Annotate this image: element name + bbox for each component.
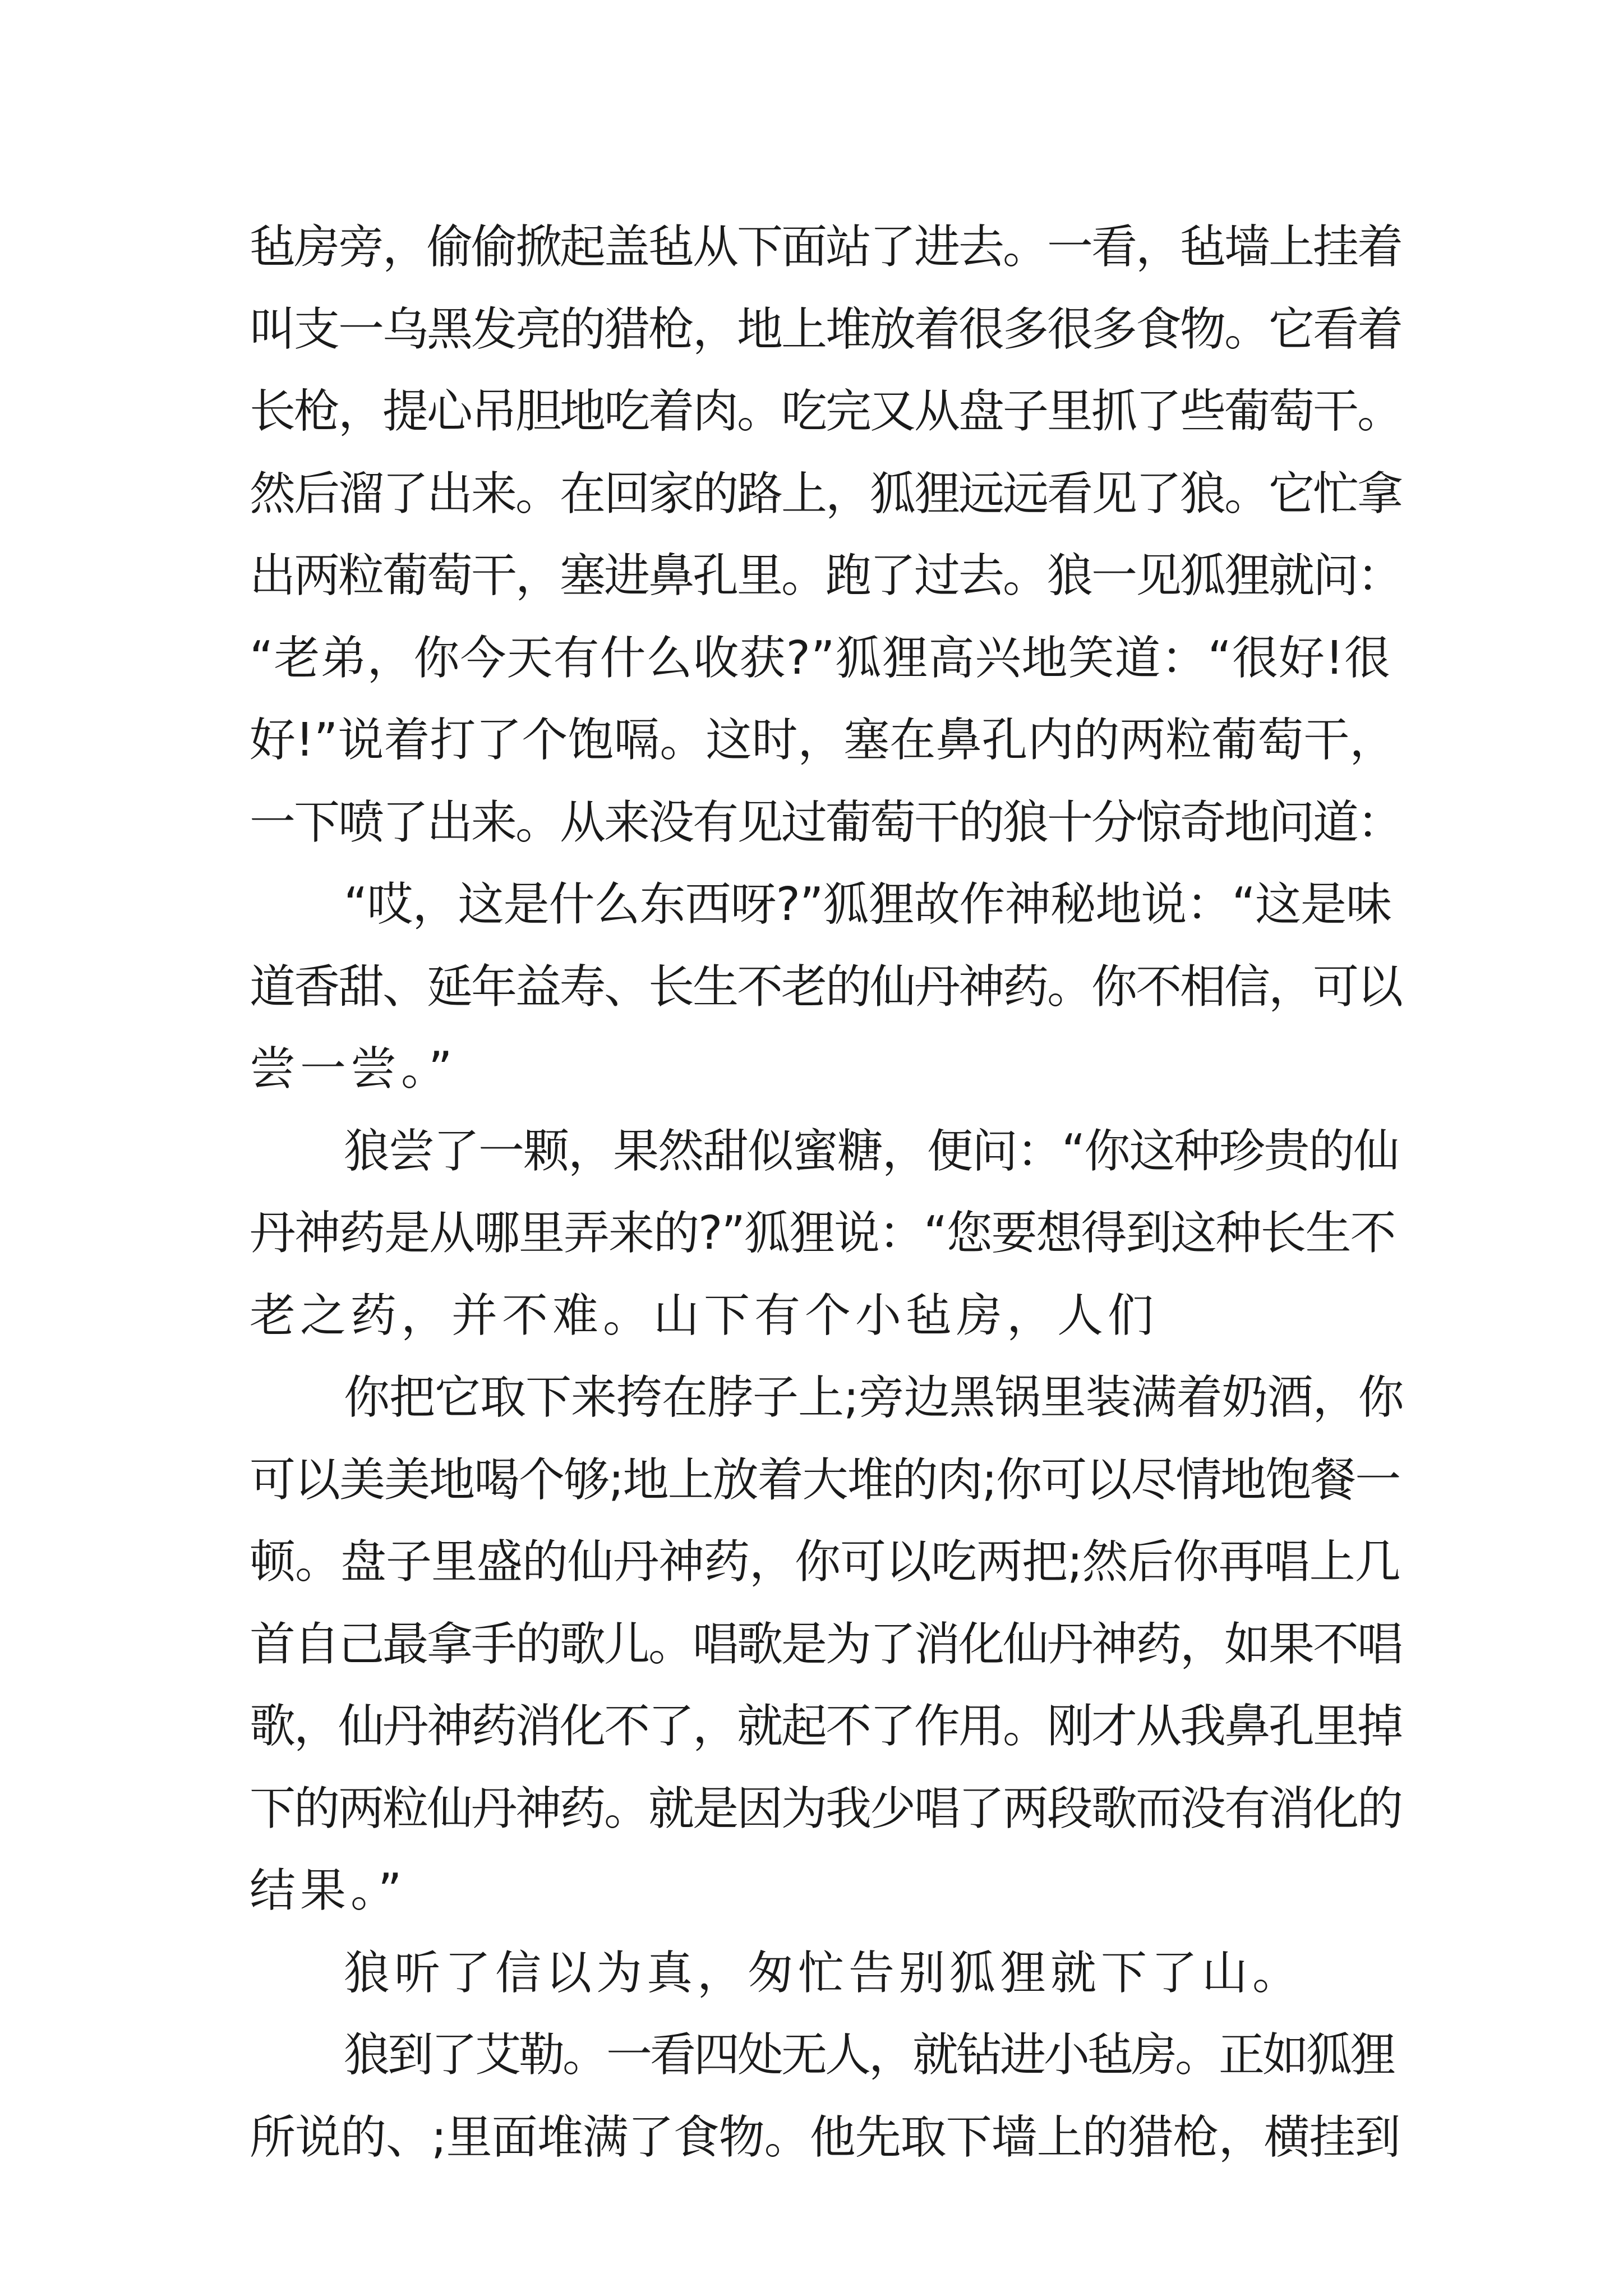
text-line: 首自己最拿手的歌儿。唱歌是为了消化仙丹神药，如果不唱 — [250, 1617, 1402, 1671]
text-line: 出两粒葡萄干，塞进鼻孔里。跑了过去。狼一见狐狸就问： — [250, 549, 1402, 602]
text-line: 好!”说着打了个饱嗝。这时，塞在鼻孔内的两粒葡萄干， — [250, 714, 1396, 767]
text-line: 狼尝了一颗，果然甜似蜜糖，便问：“你这种珍贵的仙 — [344, 1124, 1399, 1178]
body-text — [250, 206, 1405, 2179]
text-line: 所说的、;里面堆满了食物。他先取下墙上的猎枪，横挂到 — [250, 2110, 1400, 2164]
text-line: 顿。盘子里盛的仙丹神药，你可以吃两把;然后你再唱上几 — [250, 1535, 1400, 1589]
text-line: 丹神药是从哪里弄来的?”狐狸说：“您要想得到这种长生不 — [250, 1207, 1395, 1260]
text-line: “老弟，你今天有什么收获?”狐狸高兴地笑道：“很好!很 — [250, 631, 1391, 685]
text-line: 道香甜、延年益寿、长生不老的仙丹神药。你不相信，可以 — [250, 960, 1402, 1014]
text-line: 可以美美地喝个够;地上放着大堆的肉;你可以尽情地饱餐一 — [250, 1453, 1400, 1507]
text-line: 然后溜了出来。在回家的路上，狐狸远远看见了狼。它忙拿 — [250, 467, 1402, 521]
text-line: 狼听了信以为真，匆忙告别狐狸就下了山。 — [344, 1946, 1303, 2000]
text-line: 老之药，并不难。山下有个小毡房，人们 — [250, 1289, 1159, 1342]
text-line: 狼到了艾勒。一看四处无人，就钻进小毡房。正如狐狸 — [344, 2028, 1394, 2082]
text-line: 结果。” — [250, 1864, 407, 1917]
text-line: 长枪，提心吊胆地吃着肉。吃完又从盘子里抓了些葡萄干。 — [250, 385, 1402, 438]
text-line: “哎，这是什么东西呀?”狐狸故作神秘地说：“这是味 — [344, 878, 1391, 931]
text-line: 一下喷了出来。从来没有见过葡萄干的狼十分惊奇地问道： — [250, 795, 1402, 849]
text-line: 歌，仙丹神药消化不了，就起不了作用。刚才从我鼻孔里掉 — [250, 1700, 1402, 1753]
text-line: 下的两粒仙丹神药。就是因为我少唱了两段歌而没有消化的 — [250, 1782, 1402, 1835]
text-line: 毡房旁，偷偷掀起盖毡从下面站了进去。一看，毡墙上挂着 — [250, 220, 1402, 274]
text-line: 你把它取下来挎在脖子上;旁边黑锅里装满着奶酒，你 — [344, 1371, 1404, 1424]
text-line: 尝一尝。” — [250, 1042, 457, 1096]
text-line: 叫支一乌黑发亮的猎枪，地上堆放着很多很多食物。它看着 — [250, 302, 1402, 356]
